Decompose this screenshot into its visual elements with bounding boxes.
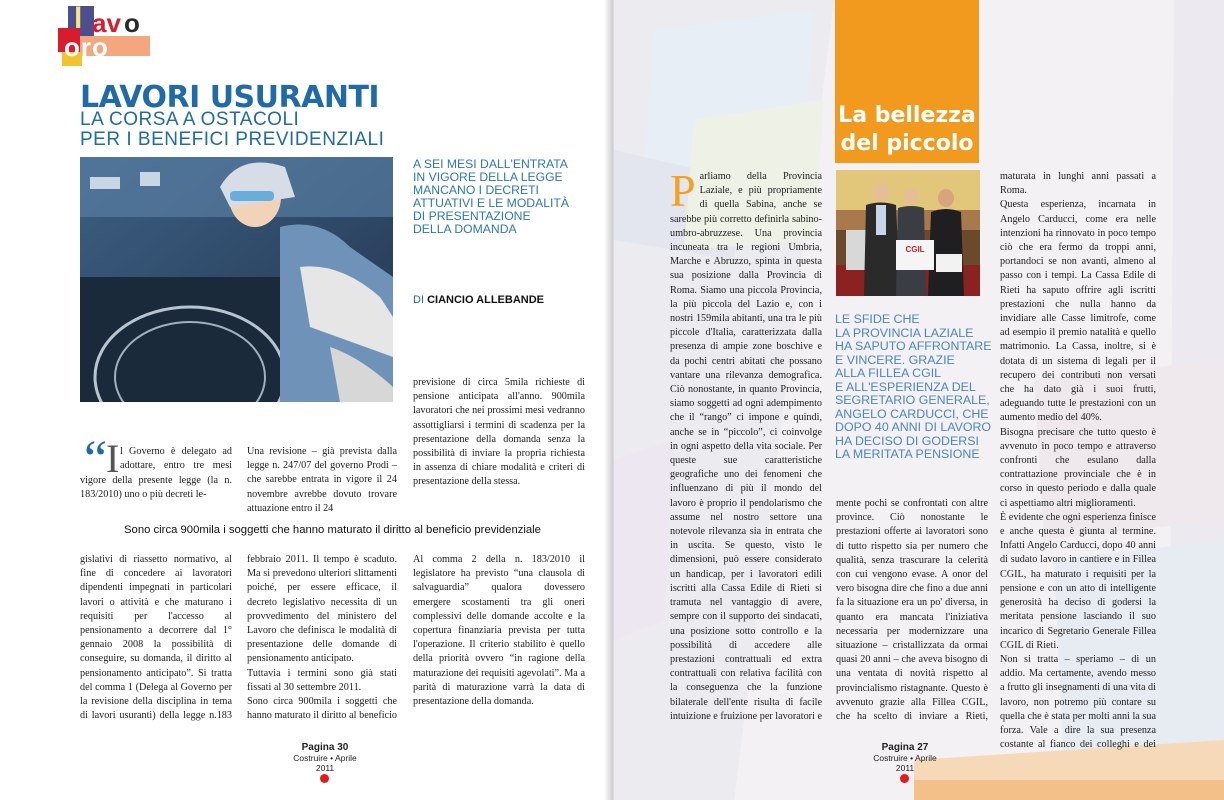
standfirst-line: IN VIGORE DELLA LEGGE [413, 170, 563, 184]
column-2-paragraph: Sono circa 900mila i soggetti che hanno maturato il diritto al beneficio [247, 696, 397, 722]
article-subtitle-line-2: PER I BENEFICI PREVIDENZIALI [80, 129, 385, 150]
standfirst-line: E ALL'ESPERIENZA DEL [835, 379, 976, 394]
standfirst-line: DOPO 40 ANNI DI LAVORO [835, 420, 992, 434]
photo-caption: Sono circa 900mila i soggetti che hanno maturato il diritto al beneficio previdenziale [124, 524, 541, 536]
article-title: LAVORI USURANTI [80, 80, 380, 115]
footer-dot [320, 774, 329, 783]
column-3-top: previsione di circa 5mila richieste di pensione anticipata all'anno. 900mila lavoratori che nei prossimi mesi vedranno assottigliarsi i termini di scadenza per la presentazione della domanda senza la possibilità di inviare la propria richiesta in assenza di chiare modalità e criteri di presentazione della stessa. [413, 377, 585, 488]
column-3-paragraph [1000, 653, 1156, 750]
group-photo [836, 170, 980, 296]
standfirst-line: HA SAPUTO AFFRONTARE [835, 339, 992, 353]
standfirst-line: A SEI MESI DALL'ENTRATA [413, 157, 568, 171]
drop-cap: P [670, 170, 696, 216]
lead-initial: I [106, 436, 120, 481]
logo-letter-o: o [124, 8, 140, 38]
logo-letters-av: av [92, 8, 121, 38]
column-1 [670, 170, 822, 722]
column-3-paragraph: Questa esperienza, incarnata in Angelo Carducci, come era nelle intenzioni ha rinnovato in poco tempo ciò che era fermo da troppi anni, portandoci se non avanti, almeno al passo con i tempi. La Cassa Edile di Rieti ha saputo offrire agli iscritti prestazioni che nulla hanno da invidiare alle Casse limitrofe, come ad esempio il premio natalità e quello matrimonio. La Cassa, inoltre, si è dotata di un sistema di legali per il recupero dei contributi non versati che ha dato già i suoi frutti, adeguando tutte le prestazioni con un aumento medio del 40%. [1000, 199, 1156, 424]
cgil-sign: CGIL [905, 245, 925, 254]
column-3 [1000, 170, 1156, 750]
article-standfirst [835, 313, 1000, 462]
column-2-top: Una revisione – già prevista dalla legge n. 247/07 del governo Prodi – che sarebbe entrata in vigore il 24 novembre avrebbe dovuto trovare attuazione entro il 24 [247, 446, 397, 514]
page-number: Pagina 30 [301, 742, 349, 753]
open-quote-mark: “ [84, 431, 108, 488]
article-title-line-1: La bellezza [838, 103, 976, 128]
column-2-bottom [247, 553, 397, 723]
standfirst-line: SEGRETARIO GENERALE, [835, 393, 990, 407]
section-logo [58, 2, 150, 68]
article-title-line-2: del piccolo [840, 131, 974, 156]
column-2: mente pochi se confrontati con altre province. Ciò nonostante le prestazioni offerte ai lavoratori sono di tutto rispetto sia per numero che qualità, senza trascurare la celerità con cui vengono evase. A onor del vero bisogna dire che fino a due anni fa la situazione era un po' diversa, in quanto era mancata l'iniziativa necessaria per modernizzare una situazione – cristallizzata da ormai quasi 20 anni – che aveva bisogno di una ventata di novità rispetto al provincialismo ristagnante. Questo è avvenuto grazie alla Fillea CGIL, che ha scelto di inviare a Rieti, [836, 498, 988, 723]
column-3-paragraph: È evidente che ogni esperienza finisce e anche questa è giunta al termine. Infatti Angelo Carducci, dopo 40 anni di sudato lavoro in cantiere e in Fillea CGIL, ha maturato i requisiti per la pensione e con un atto di intelligente generosità ha deciso di godersi la meritata pensione lasciando il suo incarico di Segretario Generale Fillea CGIL di Rieti. [1000, 511, 1156, 651]
column-2-paragraph: Tuttavia i termini sono già stati fissati al 30 settembre 2011. [247, 667, 397, 693]
column-1-text: arliamo della Provincia Laziale, e più propriamente di quella Sabina, anche se sarebbe più corretto definirla sabino-umbro-abruzzese. Una provincia incuneata tra le regioni Umbria, Marche e Abruzzo, spinta in questa sua posizione dalla Provincia di Roma. Siamo una piccola Provincia, la più piccola del Lazio e, con i nostri 159mila abitanti, una tra le più piccole d'Italia, caratterizzata dalla presenza di ampie zone boschive e da pochi centri abitati che possano vantare una rilevanza demografica. Ciò nonostante, in quanto Provincia, siamo soggetti ad ogni adempimento che il “rango” ci impone e quindi, anche se in “piccolo”, ci coinvolge in ogni aspetto della vita sociale. Per queste sue caratteristiche geografiche uno dei fenomeni che influenzano di più il mondo del lavoro è proprio il pendolarismo che assume nel nostro settore una notevole rilevanza sia in entrata che in uscita. Se questo, visto le dimensioni, può essere considerato un handicap, per i lavoratori edili iscritti alla Cassa Edile di Rieti si tramuta nel vantaggio di avere, sempre con il supporto dei sindacati, una posizione sotto controllo e la possibilità di accedere alle prestazioni contrattuali ed extra contrattuali con relativa facilità con la conseguenza che la funzione bilaterale dell'ente risulta di facile intuizione e fruizione per lavoratori e [670, 171, 822, 722]
worker-photo [80, 157, 393, 402]
column-3-last-text: Non si tratta – speriamo – di un addio. Ma certamente, avendo messo a frutto gli insegnamenti di una vita di lavoro, non potremo più contare su quella che è stata per molti anni la sua forza. Vale a dire la sua presenza costante al fianco dei colleghi e dei [1000, 653, 1156, 750]
standfirst-line: DELLA DOMANDA [413, 222, 517, 236]
page-footer [869, 742, 941, 773]
footer-dot [900, 774, 909, 783]
column-3-bottom: Al comma 2 della n. 183/2010 il legislatore ha previsto “una clausola di salvaguardia” qualora dovessero emergere scostamenti tra gli oneri complessivi delle domande accolte e la copertura finanziaria prevista per tutta l'operazione. Il criterio stabilito è quello della priorità ovvero “in ragione della maturazione dei requisiti agevolati”. Ma a parità di maturazione varrà la data di presentazione della domanda. [413, 554, 585, 708]
column-3-paragraph: maturata in lunghi anni passati a Roma. [1000, 171, 1156, 197]
title-box [835, 0, 979, 163]
byline [413, 294, 544, 306]
standfirst-line: MANCANO I DECRETI [413, 183, 539, 197]
standfirst-line: ATTUATIVI E LE MODALITÀ [413, 196, 569, 210]
byline-prefix: DI [413, 294, 428, 306]
column-3-paragraph: Bisogna precisare che tutto questo è avvenuto in poco tempo e attraverso confronti che esulano dalla contrattazione provinciale che è in corso in questo periodo e dalla quale ci aspettiamo altri miglioramenti. [1000, 426, 1156, 509]
standfirst-line: LA PROVINCIA LAZIALE [835, 325, 974, 340]
left-page [0, 0, 610, 800]
column-1-top-text: l Governo è delegato ad adottare, entro tre mesi [120, 446, 232, 472]
standfirst-line: LE SFIDE CHE [835, 312, 920, 326]
column-1-bottom: gislativi di riassetto normativo, al fine di concedere ai lavoratori dipendenti impegnati in particolari lavori o attività e che maturano i requisiti per l'accesso al pensionamento a decorrere dal 1° gennaio 2008 la possibilità di conseguire, su domanda, il diritto al pensionamento anticipato”. Si tratta del comma 1 (Delega al Governo per la revisione della disciplina in tema di lavori usuranti) della legge n.183 [80, 554, 232, 722]
column-2-paragraph: febbraio 2011. Il tempo è scaduto. Ma si prevedono ulteriori slittamenti poiché, per essere efficace, il decreto legislativo necessita di un provvedimento del ministero del Lavoro che definisca le modalità di presentazione delle domande di pensionamento anticipato. [247, 554, 397, 665]
standfirst-line: ALLA FILLEA CGIL [835, 366, 942, 380]
logo-letter-l: l [74, 2, 83, 35]
column-1-top [120, 445, 232, 473]
right-page [614, 0, 1224, 800]
standfirst-line: LA MERITATA PENSIONE [835, 447, 980, 461]
standfirst-line: ANGELO CARDUCCI, CHE [835, 406, 989, 421]
column-1-top-cont: vigore della presente legge (la n. 183/2010) uno o più decreti le- [80, 475, 232, 501]
logo-letters-oro: oro [64, 32, 109, 62]
standfirst-line: E VINCERE. GRAZIE [835, 352, 955, 367]
page-footer [290, 742, 360, 773]
page-number: Pagina 27 [881, 742, 929, 753]
standfirst-line: DI PRESENTAZIONE [413, 209, 531, 223]
publication-date: Costruire • Aprile 2011 [873, 753, 937, 773]
article-subtitle-line-1: LA CORSA A OSTACOLI [80, 109, 300, 130]
publication-date: Costruire • Aprile 2011 [293, 753, 357, 773]
author-name: CIANCIO ALLEBANDE [427, 294, 544, 306]
article-standfirst [413, 158, 583, 236]
standfirst-line: HA DECISO DI GODERSI [835, 433, 979, 448]
